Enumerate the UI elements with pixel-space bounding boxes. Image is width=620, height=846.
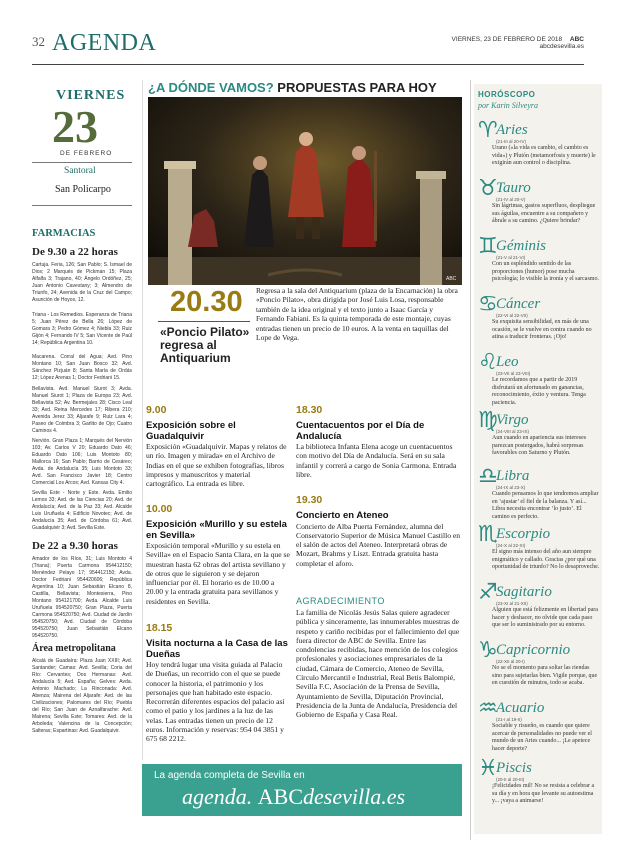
farmacia-list: Nervión. Gran Plaza 1; Marqués del Nervión 103; Av. Carlos V 20; Eduardo Dato 46; Eduardo Dato 106; Luis Montoto 80; Mallorca 16; San Pablo; Barrio de Cesáreo; Avda. de Andalucía 35; Luis Montoto 33; Avd. San Francisco Javier 18; Centro Comercial Los Arcos; Avd. Kansas City 4. [32, 438, 132, 486]
stage-photo [148, 97, 462, 285]
headline-question: ¿A DÓNDE VAMOS? [148, 80, 274, 95]
event-item [296, 494, 462, 568]
banner-word: desevilla.es [303, 784, 406, 809]
event-item [146, 404, 290, 488]
day-number: 23 [52, 101, 98, 152]
santoral-label: Santoral [64, 166, 96, 176]
sign-text: Sin lágrimas, gastos superfluos, despliegue sus águilas, encuentre a su compañero y ábrale a su camino. ¿Quiere brindar? [492, 203, 596, 225]
sign-name: Libra [496, 468, 530, 484]
sign-text: Cuando pensamos lo que tendremos ampliar en ‘ajustar’ el fiel de la balanza. Y así... Libra necesita encontrar ‘lo justo’. El camino es perfecto. [492, 491, 599, 520]
sign-name: Cáncer [496, 296, 541, 312]
sign-text: Con un espléndido sentido de las proporciones (humor) pose mucha psicología; lo visible la ironía y el sarcasmo. [492, 261, 599, 283]
banner-brand: ABC [257, 784, 304, 809]
event-time: 9.00 [146, 404, 167, 416]
day-name: VIERNES [56, 88, 126, 103]
horoscope-author: por Karin Silveyra [478, 101, 538, 110]
propuestas-headline [148, 80, 437, 95]
sign-text: No se el momento para soltar las riendas sino para sujetarlas bien. Vigile porque, que en cuestión de minutos, todo se acaba. [492, 665, 598, 687]
event-item [146, 503, 290, 606]
sagittarius-icon: ♐ [478, 580, 498, 605]
site-name: abcdesevilla.es [539, 43, 584, 50]
event-time: 18.15 [146, 622, 173, 634]
banner-url[interactable] [182, 784, 405, 810]
libra-icon: ♎ [478, 464, 498, 489]
headline-propuestas: PROPUESTAS PARA HOY [277, 80, 437, 95]
sign-text: Urano («la vida es cambio, el cambio es vida») y Plutón (metamorfosis y muerte) le exigirán aun control o disciplina. [492, 145, 596, 167]
feature-time: 20.30 [170, 286, 243, 318]
event-item [296, 404, 462, 479]
sign-dates: (21-I al 19-II) [496, 717, 522, 722]
sign-name: Sagitario [496, 584, 552, 600]
scorpio-icon: ♏ [478, 522, 498, 547]
sign-name: Géminis [496, 238, 546, 254]
event-title: Exposición «Murillo y su estela en Sevilla» [146, 519, 287, 541]
sign-text: Alguien que está felizmente en libertad para hacer y deshacer, no olvide que cada paso que ser lo suministrado por su entorno. [492, 607, 598, 629]
page-number: 32 [32, 34, 45, 49]
event-time: 10.00 [146, 503, 173, 515]
divider [158, 321, 250, 322]
sign-name: Acuario [496, 700, 545, 716]
sign-dates: (21-III al 20-IV) [496, 139, 527, 144]
sign-name: Virgo [496, 412, 529, 428]
virgo-icon: ♍ [478, 408, 498, 433]
gemini-icon: ♊ [478, 234, 498, 259]
event-title: Visita nocturna a la Casa de las Dueñas [146, 638, 288, 660]
sign-text: Aun cuando en apariencia sus intereses parezcan postergados, habrá sorpresas favorables con Saturno y Plutón. [492, 435, 587, 457]
sign-name: Leo [496, 354, 519, 370]
sign-dates: (23-XI al 21-XII) [496, 601, 528, 606]
capricorn-icon: ♑ [478, 638, 498, 663]
agenda-banner[interactable] [142, 764, 462, 816]
event-title: Concierto en Ateneo [296, 510, 389, 521]
sign-dates: (24-VIII al 23-IX) [496, 429, 530, 434]
sign-dates: (24-X al 22-XI) [496, 543, 526, 548]
sign-dates: (22-XII al 20-I) [496, 659, 525, 664]
event-body: Exposición temporal «Murillo y su estela en Sevilla» en el Espacio Santa Clara, en la que se muestran hasta 62 obras del artista sevillano y de otros que le siguieron y se dejaron influenciar por él. El horario es de 10.00 a 20.00 y la entrada gratuita para sevillanos y residentes en Sevilla. [146, 541, 290, 606]
farmacia-list: Cartuja. Feria, 126; San Pablo; S. Ismael de Dios; 2 Marqués de Pickman 15; Plaza Alfalfa 3; Trajano, 40; Ángelo Ordóñez, 25; Juan Antonio Cavestany; 3; Almendro de Triunfo, 24; Avenida de la Cruz del Campo; Asunción de Hoyos, 12. [32, 262, 132, 303]
horoscope-title: HORÓSCOPO [478, 90, 536, 99]
santoral-name: San Policarpo [55, 184, 111, 195]
farmacia-list: Sevilla Este - Norte y Este. Avda. Emilio Lemos 33; Avd. de las Ciencias 20; Avd. de Andalucía; Avd. de la Paz 33; Avd. Alcalde Luis Uruñuela 4; Edificio Novotec; Avd. de Andalucía 35; Avd. de Córdoba 61; Avd. Guadalquivir 3; Avd. Sevilla Este. [32, 490, 132, 531]
sign-dates: (24-IX al 23-X) [496, 485, 526, 490]
sign-name: Escorpio [496, 526, 551, 542]
agradecimiento-title: AGRADECIMIENTO [296, 596, 385, 606]
event-title: Cuentacuentos por el Día de Andalucía [296, 420, 425, 442]
sign-text: Le recordamos que a partir de 2019 disfrutará un afortunado en ganancias, reconocimiento, éxito y ventura. Tenga paciencia. [492, 377, 586, 406]
taurus-icon: ♉ [478, 176, 498, 201]
sign-text: El signo más intenso del año aun siempre enigmático y callado. Gracias ¿por qué una oportunidad de triunfo? No lo desaproveche. [492, 549, 600, 571]
feature-title: «Poncio Pilato» regresa al Antiquarium [160, 325, 250, 365]
leo-icon: ♌ [478, 350, 498, 375]
pisces-icon: ♓ [478, 756, 498, 781]
sign-name: Aries [496, 122, 528, 138]
farmacia-list: Triana - Los Remedios. Esperanza de Triana 5; Juan Pérez de Bella 26; López de Gomara 3; Pedro Gómez 4; Niebla 33; Ruiz Gijón 4; Fernando IV 5; San Vicente de Paúl 14; República Argentina 10. [32, 312, 132, 346]
divider [32, 162, 132, 163]
agradecimiento-body: La familia de Nicolás Jesús Salas quiere agradecer pública y sinceramente, las innumerables muestras de respeto y cariño recibidas por el fallecimiento del que fuera director de ABC de Sevilla. Entre las condolencias recibidas, hace mención de los colegios profesionales y asociaciones empresariales de la ciudad, Cámara de Comercio, Ateneo de Sevilla, Círculo Mercantil e Industrial, Real Betis Balompié, Sevilla F.C, Asociación de la Prensa de Sevilla, Ayuntamiento de Sevilla, Diputación Provincial, Presidencia de la Junta de Andalucía, Presidencia del Gobierno de España y Casa Real. [296, 608, 460, 720]
event-item [146, 622, 290, 744]
event-time: 19.30 [296, 494, 323, 506]
sign-text: Sociable y risueño, es cuando que quiere acercar de personalidades no puede ver el mundo de un Aries cuando... ¡Le apetece hacer deporte? [492, 723, 592, 752]
farmacia-list: Amador de los Ríos, 31; Luis Montoto 4 (Triana); Puerta Carmona 954412150; Menéndez Pelayo 17; 954412150; Avda. Doctor Fedriani 954420606; República Argentina 10; Juan Sebastián Elcano 8, Castilla, Bellavista; Montesierra, Pino Montano 954121700; Avda. Alcalde Luis Uruñuela 954520750; Gran Plaza, Puerta Carmona 954520750; Avd. Ciudad de Jardín 954520750; Avd. Ciudad de Córdoba 954520750; Juan Sebastián Elcano 954520750. [32, 556, 132, 639]
column-rule [142, 80, 143, 760]
sign-dates: (23-VII al 23-VIII) [496, 371, 531, 376]
event-time: 18.30 [296, 404, 323, 416]
aquarius-icon: ♒ [478, 696, 498, 721]
event-body: Concierto de Alba Puerta Fernández, alumna del Conservatorio Superior de Música Manuel Castillo en el salón de actos del Ateneo. Interpretará obras de Mozart, Brahms y Liszt. Entrada gratuita hasta completar el aforo. [296, 521, 461, 568]
header-rule [32, 64, 584, 65]
farmacias-night-hours: De 22 a 9.30 horas [32, 540, 118, 552]
column-rule [470, 80, 471, 840]
feature-body: Regresa a la sala del Antiquarium (plaza de la Encarnación) la obra «Poncio Pilato», obra dirigida por José Luis Losa, responsable también de la idea original y el texto junto a Isaac García y Fernando Fabiani. Es la quinta temporada de este montaje, cuyas entradas tienen un precio de 10 euros. A la venta en taquillas del Lope de Vega. [256, 286, 458, 343]
sign-name: Tauro [496, 180, 531, 196]
sign-dates: (21-V al 21-VI) [496, 255, 526, 260]
brand-name: ABC [569, 36, 584, 43]
sign-text: Su exquisita sensibilidad, en más de una ocasión, se le vuelve en contra cuando no atina a traducir fronteras. ¡Ojo! [492, 319, 592, 341]
farmacias-title: FARMACIAS [32, 228, 96, 239]
section-title: AGENDA [52, 30, 157, 56]
aries-icon: ♈ [478, 118, 498, 143]
sign-dates: (21-IV al 20-V) [496, 197, 526, 202]
farmacias-day-hours: De 9.30 a 22 horas [32, 246, 118, 258]
month: DE FEBRERO [60, 150, 113, 157]
farmacia-list: Bellavista. Avd. Manuel Siurot 3; Avda. Manuel Siurot 1; Plaza de Europa 23; Avd. Bellavista 52; Av. Bermejales 28; Cisco Leal 33; Avd. Reina Mercedes 17; Ribera 210; Avenida Jerez 33; Aljarafe 9; Ruiz Lara 4; Paseo de Coimbra 3; Garlito de Ojo; Cuatro Caminos 4. [32, 386, 132, 434]
sign-text: ¡Felicidades mil! No se resista a celebrar a su día y en hora que levante su autoestima y... ¡vaya a animarse! [492, 783, 595, 805]
sign-name: Piscis [496, 760, 532, 776]
stage-photo-illustration [148, 97, 462, 285]
banner-word: agenda. [182, 784, 253, 809]
sign-name: Capricornio [496, 642, 571, 658]
event-body: La biblioteca Infanta Elena acoge un cuentacuentos con motivo del Día de Andalucía. Será en su sala infantil y correrá a cargo de Sonia Carmona. Entrada libre. [296, 442, 457, 479]
date-text: VIERNES, 23 DE FEBRERO DE 2018 [451, 36, 563, 43]
farmacia-list: Alcalá de Guadaíra: Plaza Juan XXIII; Avd. Santander; Camas: Avd. Sevilla; Coria del Río: Cervantes; Dos Hermanas: Avd. Andalucía 5; Avd. España; Gelves: Avda. Antonio Machado; La Rinconada: Avd. Abenza; Mairena del Aljarafe: Avd. de las Civilizaciones; Palomares del Río; Puebla del Río; San Juan de Aznalfarache: Avd. Mairena; Sevilla Este; Tomares: Avd. de la Arboleda; Valencina de la Concepción; Salteras; Espartinas: Avd. Guadalquivir. [32, 658, 132, 734]
farmacia-list: Macarena. Corral del Agua; Avd. Pino Montano 10; San Juan Bosco 32; Avd. Sánchez Pizjuán 8; Santa María de Ordás 12; López Arenas 1; Doctor Fedriani 15. [32, 354, 132, 381]
event-title: Exposición sobre el Guadalquivir [146, 420, 236, 442]
event-body: Exposición «Guadalquivir. Mapas y relatos de un río. Imagen y mirada» en el Archivo de Indias en el que se exhiben fotografías, libros impresos y manuscritos y material cartográfico. La entrada es libre. [146, 442, 287, 489]
dateline [452, 36, 584, 50]
sign-dates: (20-II al 20-III) [496, 777, 525, 782]
cancer-icon: ♋ [478, 292, 498, 317]
sign-dates: (22-VI al 22-VII) [496, 313, 528, 318]
divider [32, 205, 132, 206]
photo-credit: ABC [446, 276, 457, 282]
area-metropolitana-title: Área metropolitana [32, 643, 116, 654]
banner-text: La agenda completa de Sevilla en [154, 770, 305, 781]
event-body: Hoy tendrá lugar una visita guiada al Palacio de Dueñas, un recorrido con el que se puede conocer la historia, el patrimonio y los personajes que han habitado este espacio. Recorrerán diferentes espacios del palacio así como el patio y los jardines a la luz de las velas. Las entradas tienen un precio de 12 euros. Información y reservas: 954 04 3851 y 675 68 2212. [146, 660, 285, 744]
